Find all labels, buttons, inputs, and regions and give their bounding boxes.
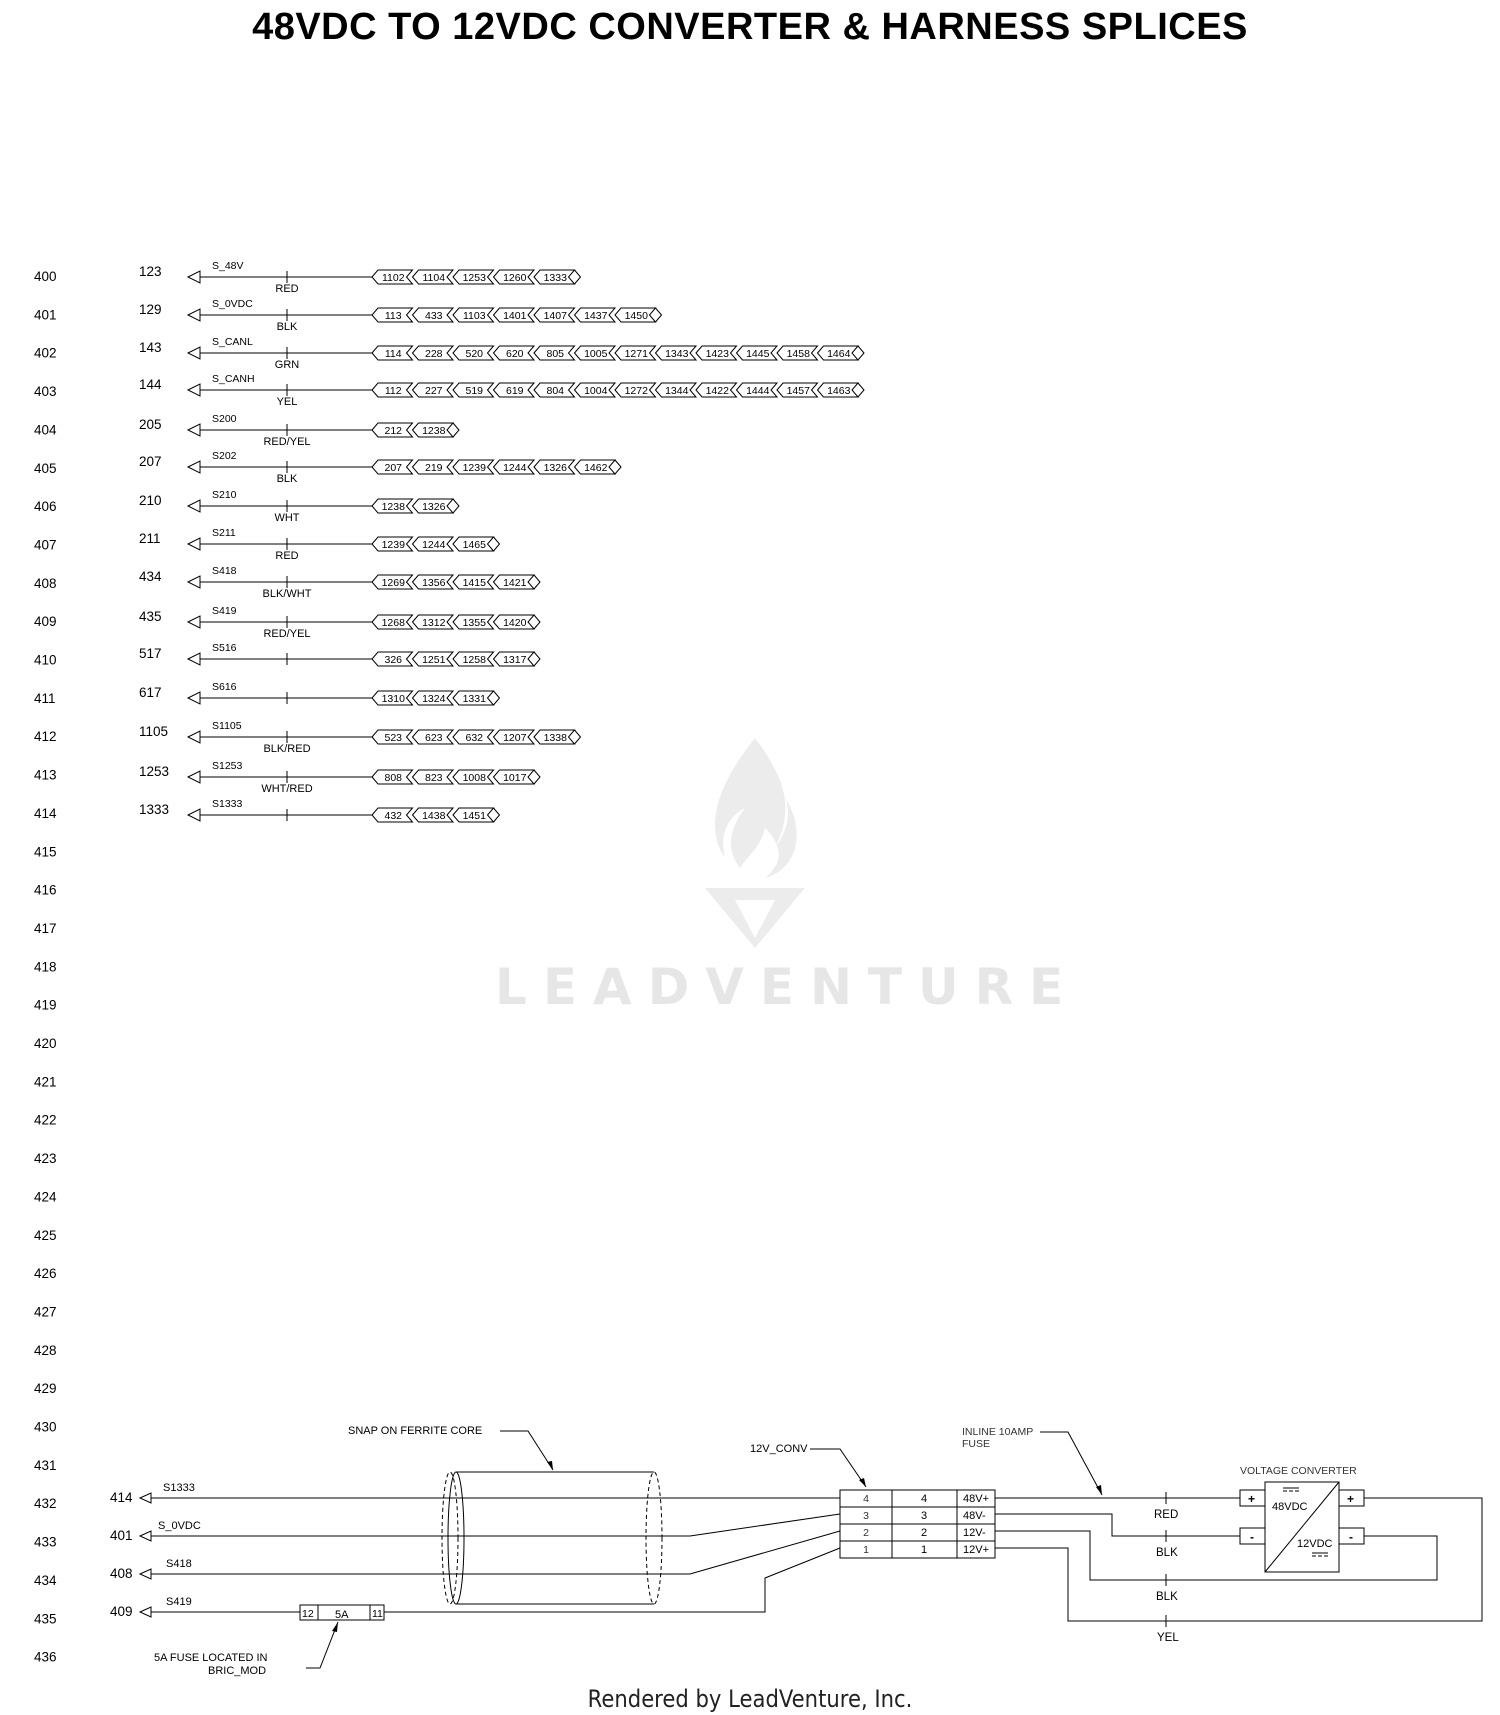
converter-title: VOLTAGE CONVERTER [1240,1465,1357,1477]
connector-pin-inner: 3 [920,1510,928,1522]
splice-row [139,260,581,295]
row-number: 405 [34,460,57,476]
connector-pin-outer: 3 [863,1510,869,1522]
connection-tag-label: 1272 [624,385,648,397]
splice-ref: 435 [139,609,162,624]
converter-input [110,1558,192,1581]
converter-output-wires [995,1492,1482,1627]
row-number: 410 [34,652,57,668]
connection-tag-label: 207 [384,462,403,474]
row-number: 436 [34,1649,57,1665]
row-number: 419 [34,997,57,1013]
splice-row [139,298,662,333]
connection-tag-label: 1004 [584,385,608,397]
connection-tag-label: 1422 [705,385,729,397]
connection-tag-label: 228 [424,348,443,360]
splice-ref: 207 [139,454,162,469]
splice-ref: 1105 [139,724,169,739]
connection-tag-label: 1269 [381,577,405,589]
splice-color: RED [275,283,299,295]
inline-fuse-leader [1040,1432,1102,1495]
row-numbers [34,269,57,1665]
inline-fuse-line2: FUSE [962,1438,991,1450]
splice-ref: 210 [139,493,162,508]
connection-tag-label: 1005 [584,348,608,360]
plus-icon: + [1347,1492,1355,1506]
arrow-icon [188,271,200,283]
connection-tag-label: 519 [465,385,484,397]
connection-tag-label: 1451 [462,810,486,822]
connector-pin-outer: 2 [863,1527,869,1539]
arrow-icon [188,692,200,704]
page-title: 48VDC TO 12VDC CONVERTER & HARNESS SPLICES [252,6,1248,48]
connection-tag-end [575,730,581,744]
row-number: 406 [34,499,57,515]
row-number: 400 [34,269,57,284]
splice-ref: 1333 [139,802,170,817]
connector-pin-label: 48V- [963,1510,986,1522]
splice-color: WHT [274,512,300,524]
arrow-icon [140,1607,151,1617]
splice-row [139,565,540,600]
row-number: 428 [34,1342,57,1358]
splice-row [139,413,459,448]
connector-name: 12V_CONV [750,1443,808,1455]
splice-name: S616 [212,681,237,693]
connection-tag-label: 227 [424,385,443,397]
connection-tag-label: 114 [384,348,402,360]
input-ref: 409 [110,1604,133,1619]
converter-output-label: 12VDC [1297,1538,1333,1550]
splice-color: YEL [276,396,298,408]
connector-pin-inner: 1 [920,1544,928,1556]
connection-tag-label: 1457 [786,385,810,397]
connection-tag-label: 1017 [503,772,527,784]
row-number: 434 [34,1572,57,1588]
converter-wires [151,1498,840,1612]
connection-tag-label: 1423 [705,348,729,360]
arrow-icon [140,1531,151,1541]
splice-row [139,642,540,666]
connection-tag-label: 1458 [786,348,810,360]
splice-name: S202 [212,450,237,462]
splice-ref: 123 [139,264,162,279]
splice-name: S418 [212,565,237,577]
converter-input [110,1482,195,1505]
connection-tag-end [575,270,581,284]
minus-icon: - [1349,1530,1353,1544]
connection-tag-label: 1207 [503,732,527,744]
connection-tag-label: 212 [384,425,403,437]
connection-tag-end [534,770,540,784]
arrow-icon [188,653,200,665]
row-number: 401 [34,307,57,323]
row-number: 421 [34,1074,57,1090]
wire-color-label: YEL [1157,1632,1179,1644]
row-number: 412 [34,729,57,745]
connection-tag-label: 113 [384,310,402,322]
row-number: 425 [34,1227,57,1243]
watermark-text: LEADVENTURE [495,958,1080,1016]
splice-name: S210 [212,489,237,501]
connection-tag-label: 1324 [422,693,446,705]
row-number: 430 [34,1419,57,1435]
connection-tag-label: 1407 [543,310,567,322]
fuse-pin-right: 11 [372,1608,383,1620]
plus-icon: + [1248,1492,1256,1506]
input-name: S419 [166,1596,192,1608]
connection-tag-label: 1268 [381,617,405,629]
splice-color: BLK/WHT [262,588,312,600]
splice-row [139,605,540,640]
arrow-icon [188,424,200,436]
converter-input [110,1596,192,1619]
row-number: 422 [34,1112,57,1128]
splice-color: BLK/RED [263,743,311,755]
splice-name: S_48V [212,260,244,272]
arrow-icon [859,1478,866,1487]
converter-input [110,1520,201,1543]
arrow-icon [188,500,200,512]
connection-tag-label: 1312 [422,617,446,629]
connection-tag-label: 1450 [624,310,648,322]
inline-fuse-line1: INLINE 10AMP [962,1426,1034,1438]
footer-credit: Rendered by LeadVenture, Inc. [587,1685,913,1713]
arrow-icon [188,461,200,473]
connection-tag-label: 1464 [827,348,851,360]
converter-input-label: 48VDC [1272,1501,1308,1513]
row-number: 432 [34,1496,57,1512]
row-number: 431 [34,1457,57,1473]
row-number: 404 [34,422,57,438]
connection-tag-label: 1103 [462,310,486,322]
connection-tag-label: 1344 [665,385,689,397]
connection-tag-label: 623 [424,732,443,744]
connection-tag-label: 1437 [584,310,608,322]
row-number: 426 [34,1266,57,1282]
row-number: 416 [34,882,57,898]
connection-tag-label: 1244 [503,462,527,474]
minus-icon: - [1250,1530,1254,1544]
connection-tag-label: 1251 [422,654,446,666]
row-number: 418 [34,959,57,975]
row-number: 411 [34,690,56,706]
connection-tag-label: 432 [384,810,403,822]
splice-color: BLK [276,321,298,333]
splice-name: S_CANH [212,373,255,385]
splice-row [139,450,621,485]
arrow-icon [140,1569,151,1579]
input-ref: 408 [110,1566,133,1581]
connection-tag-label: 1271 [624,348,648,360]
splice-row [139,489,459,524]
connection-tag-label: 1102 [381,272,405,284]
connection-tag-label: 1326 [422,501,446,513]
connection-tag-label: 1331 [462,693,486,705]
row-number: 433 [34,1534,57,1550]
connection-tag-label: 1401 [503,310,527,322]
arrow-icon [188,538,200,550]
arrow-icon [188,616,200,628]
splice-ref: 617 [139,685,162,700]
row-number: 435 [34,1611,57,1627]
connector-pin-outer: 1 [863,1544,869,1556]
splice-name: S211 [212,527,236,539]
splice-ref: 144 [139,377,162,392]
fuse-note-line1: 5A FUSE LOCATED IN [154,1652,268,1664]
splice-row [139,760,540,795]
connection-tag-label: 1326 [543,462,567,474]
connection-tag-label: 1310 [381,693,405,705]
connection-tag-label: 1462 [584,462,608,474]
row-number: 420 [34,1036,57,1051]
arrow-icon [188,384,200,396]
connection-tag-end [494,537,500,551]
connector-pin-inner: 4 [920,1493,928,1505]
splice-color: RED/YEL [263,436,311,448]
splice-table [139,260,864,822]
splice-color: WHT/RED [261,783,313,795]
ferrite-label: SNAP ON FERRITE CORE [348,1425,483,1437]
row-number: 407 [34,537,57,553]
splice-ref: 1253 [139,764,170,779]
connection-tag-end [453,499,459,513]
connection-tag-label: 1238 [381,501,405,513]
connector-pin-label: 48V+ [963,1493,989,1505]
connection-tag-label: 1343 [665,348,689,360]
splice-color: GRN [274,359,300,371]
connection-tag-label: 1445 [746,348,770,360]
splice-ref: 434 [139,569,162,584]
splice-row [139,527,500,562]
connection-tag-label: 326 [384,654,403,666]
connection-tag-label: 219 [424,462,443,474]
arrow-icon [332,1622,338,1632]
arrow-icon [188,347,200,359]
splice-color: BLK [276,473,298,485]
connection-tag-end [615,460,621,474]
connection-tag-label: 1260 [503,272,527,284]
row-number: 424 [34,1189,57,1205]
connection-tag-label: 1008 [462,772,486,784]
connection-tag-label: 1244 [422,539,446,551]
connection-tag-label: 823 [424,772,443,784]
connection-tag-label: 1253 [462,272,486,284]
connection-tag-label: 1333 [543,272,567,284]
connector-pin-label: 12V+ [963,1544,989,1556]
ferrite-core [442,1472,662,1604]
connection-tag-label: 1258 [462,654,486,666]
connection-tag-label: 619 [505,385,524,397]
splice-row [139,373,864,408]
connection-tag-label: 1238 [422,425,446,437]
connection-tag-end [656,308,662,322]
converter-section [110,1425,1482,1677]
splice-ref: 517 [139,646,162,661]
connection-tag-label: 1239 [462,462,486,474]
splice-ref: 129 [139,302,162,317]
splice-name: S516 [212,642,237,654]
row-number: 413 [34,767,57,783]
connector-pin-inner: 2 [920,1527,928,1539]
voltage-converter [1240,1465,1364,1572]
row-number: 409 [34,614,57,630]
connection-tag-label: 1317 [503,654,527,666]
arrow-icon [188,309,200,321]
arrow-icon [188,731,200,743]
wire-color-label: BLK [1156,1591,1178,1603]
row-number: 408 [34,575,57,591]
wire-color-label: RED [1154,1509,1179,1521]
connection-tag-label: 1438 [422,810,446,822]
splice-name: S1105 [212,720,242,732]
splice-name: S_CANL [212,336,253,348]
splice-ref: 211 [139,531,161,546]
connection-tag-label: 805 [546,348,565,360]
connection-tag-label: 1465 [462,539,486,551]
connection-tag-label: 620 [505,348,524,360]
splice-name: S1333 [212,798,243,810]
fuse-pin-left: 12 [302,1608,314,1620]
splice-ref: 143 [139,340,162,355]
row-number: 402 [34,345,57,361]
input-ref: 401 [110,1528,133,1543]
ferrite-leader [500,1431,553,1470]
input-name: S_0VDC [158,1520,201,1532]
connection-tag-end [453,423,459,437]
splice-name: S_0VDC [212,298,253,310]
wire-color-label: BLK [1156,1547,1178,1559]
connection-tag-end [858,346,864,360]
input-ref: 414 [110,1490,133,1505]
input-name: S418 [166,1558,192,1570]
splice-name: S1253 [212,760,243,772]
arrow-icon [188,576,200,588]
connection-tag-label: 1338 [543,732,567,744]
splice-row [139,798,500,822]
splice-color: RED/YEL [263,628,311,640]
splice-name: S200 [212,413,237,425]
splice-row [139,336,864,371]
arrow-icon [188,771,200,783]
connection-tag-end [494,691,500,705]
connection-tag-label: 1421 [503,577,527,589]
connection-tag-label: 808 [384,772,403,784]
splice-color: RED [275,550,299,562]
connection-tag-label: 804 [546,385,565,397]
splice-row [139,681,500,705]
fuse-note-line2: BRIC_MOD [208,1665,267,1677]
connection-tag-label: 1415 [462,577,486,589]
row-number: 427 [34,1304,57,1320]
connector-pin-label: 12V- [963,1527,986,1539]
connection-tag-label: 632 [465,732,484,744]
splice-row [139,720,581,755]
connection-tag-end [494,808,500,822]
arrow-icon [140,1493,151,1503]
connection-tag-label: 112 [384,385,402,397]
arrow-icon [547,1461,553,1470]
connection-tag-end [534,615,540,629]
connection-tag-label: 433 [424,310,443,322]
connection-tag-label: 520 [465,348,484,360]
row-number: 417 [34,920,57,936]
fuse-value: 5A [335,1609,349,1621]
fuse-5a [154,1605,384,1677]
splice-name: S419 [212,605,237,617]
connection-tag-end [858,383,864,397]
connection-tag-label: 1239 [381,539,405,551]
connection-tag-label: 1104 [422,272,446,284]
connector-pin-outer: 4 [863,1493,869,1505]
row-number: 414 [34,805,57,821]
row-number: 423 [34,1151,57,1167]
row-number: 429 [34,1381,57,1397]
row-number: 415 [34,844,57,860]
arrow-icon [188,809,200,821]
splice-ref: 205 [139,417,162,432]
connection-tag-label: 523 [384,732,403,744]
input-name: S1333 [163,1482,195,1494]
connection-tag-end [534,575,540,589]
connection-tag-end [534,652,540,666]
connection-tag-label: 1355 [462,617,486,629]
connection-tag-label: 1444 [746,385,770,397]
connection-tag-label: 1420 [503,617,527,629]
connection-tag-label: 1463 [827,385,851,397]
connector-12v-conv [750,1443,995,1558]
row-number: 403 [34,384,57,400]
connection-tag-label: 1356 [422,577,446,589]
